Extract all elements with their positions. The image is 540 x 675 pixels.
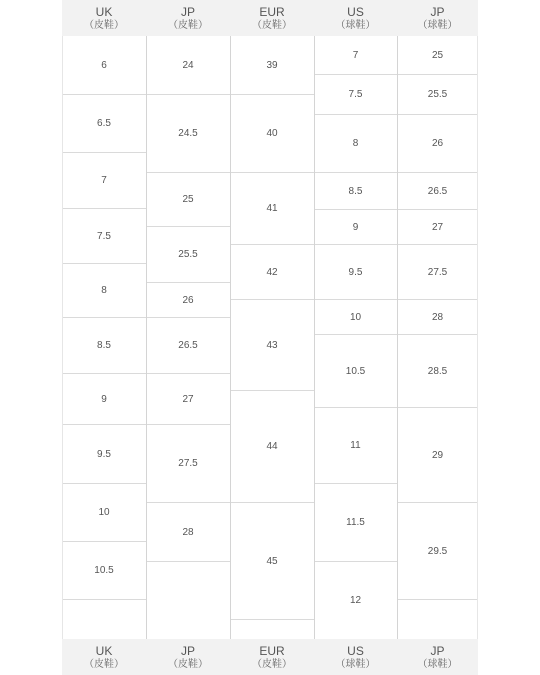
header-sublabel: （皮鞋） [84,659,124,670]
header-sublabel: （球鞋） [417,659,458,670]
footer-eur-leather [230,639,314,675]
size-cell: 27.5 [397,245,478,300]
size-cell: 40 [230,95,314,173]
size-cell: 11 [314,408,397,484]
column-uk-leather [62,36,146,639]
header-sublabel: （皮鞋） [168,20,208,31]
header-sublabel: （皮鞋） [84,20,124,31]
size-cell: 8 [314,115,397,173]
shoe-size-table [62,0,478,675]
column-divider [146,36,147,639]
header-uk-leather [62,0,146,36]
size-cell: 26 [397,115,478,173]
size-cell: 24 [146,36,230,95]
header-us-sneaker [314,0,397,36]
header-label: US [347,5,364,19]
size-cell: 44 [230,391,314,503]
footer-jp-sneaker [397,639,478,675]
size-cell: 28 [397,300,478,335]
size-cell: 11.5 [314,484,397,562]
size-cell: 26.5 [146,318,230,374]
size-cell: 28.5 [397,335,478,408]
header-label: JP [430,644,445,658]
column-eur-leather [230,36,314,639]
column-jp-sneaker [397,36,478,639]
header-sublabel: （球鞋） [335,659,376,670]
header-label: JP [180,644,195,658]
size-cell: 9.5 [62,425,146,484]
column-divider [477,36,478,639]
header-jp-sneaker [397,0,478,36]
size-cell: 27 [146,374,230,425]
size-cell: 10.5 [314,335,397,408]
column-divider [230,36,231,639]
column-divider [397,36,398,639]
size-cell: 26 [146,283,230,318]
size-cell: 25.5 [397,75,478,115]
size-cell: 25 [146,173,230,227]
size-cell: 26.5 [397,173,478,210]
size-cell: 25.5 [146,227,230,283]
size-cell: 29.5 [397,503,478,600]
column-divider [62,36,63,639]
header-label: JP [430,5,445,19]
size-cell: 8.5 [62,318,146,374]
size-cell: 25 [397,36,478,75]
size-cell: 6 [62,36,146,95]
header-label: EUR [259,644,285,658]
size-cell: 12 [349,595,362,606]
size-cell-empty [146,562,230,639]
column-jp-leather [146,36,230,639]
size-cell: 7.5 [62,209,146,264]
header-label: UK [95,5,113,19]
header-sublabel: （皮鞋） [252,20,292,31]
size-cell-empty [397,600,478,639]
column-us-sneaker [314,36,397,639]
header-row-bottom [62,639,478,675]
size-cell: 10 [62,484,146,542]
header-label: JP [180,5,195,19]
footer-uk-leather [62,639,146,675]
size-cell-empty [62,600,146,639]
column-divider [314,36,315,639]
size-cell: 42 [230,245,314,300]
size-cell: 9.5 [314,245,397,300]
size-cell: 7.5 [314,75,397,115]
header-sublabel: （球鞋） [417,20,458,31]
size-cell: 39 [230,36,314,95]
header-sublabel: （皮鞋） [252,659,292,670]
header-eur-leather [230,0,314,36]
header-row-top [62,0,478,36]
footer-us-sneaker [314,639,397,675]
size-cell-empty [230,620,314,639]
size-cell: 45 [230,503,314,620]
header-jp-leather [146,0,230,36]
size-cell: 27.5 [146,425,230,503]
header-label: US [347,644,364,658]
header-label: UK [95,644,113,658]
size-cell: 8.5 [314,173,397,210]
size-cell: 9 [62,374,146,425]
size-cell: 6.5 [62,95,146,153]
size-cell: 43 [230,300,314,391]
header-label: EUR [259,5,285,19]
size-cell: 9 [314,210,397,245]
size-cell: 7 [62,153,146,209]
size-cell: 27 [397,210,478,245]
size-cell: 24.5 [146,95,230,173]
size-cell: 28 [146,503,230,562]
size-cell: 10.5 [62,542,146,600]
footer-jp-leather [146,639,230,675]
size-cell: 10 [314,300,397,335]
size-cell: 41 [230,173,314,245]
size-cell: 7 [314,36,397,75]
header-sublabel: （皮鞋） [168,659,208,670]
header-sublabel: （球鞋） [335,20,376,31]
size-cell: 29 [397,408,478,503]
size-cell: 8 [62,264,146,318]
